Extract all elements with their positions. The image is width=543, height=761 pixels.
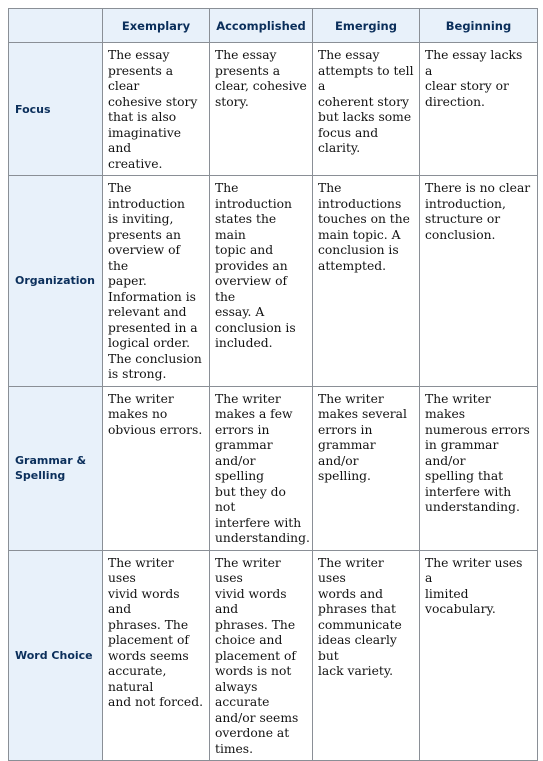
column-header-exemplary: Exemplary [103,9,210,43]
row-focus [9,43,538,176]
cell-focus-accomplished: The essay presents a clear, cohesive story. [210,43,313,176]
cell-grammar-accomplished: The writer makes a few errors in grammar and/or spelling but they do not interfere with understanding. [210,386,313,550]
cell-word-accomplished: The writer uses vivid words and phrases. The choice and placement of words is not always accurate and/or seems overdone at times. [210,550,313,761]
row-organization [9,176,538,387]
column-header-emerging: Emerging [313,9,420,43]
cell-organization-accomplished: The introduction states the main topic and provides an overview of the essay. A conclusion is included. [210,176,313,387]
cell-grammar-beginning: The writer makes numerous errors in grammar and/or spelling that interfere with understanding. [420,386,538,550]
column-header-accomplished: Accomplished [210,9,313,43]
cell-grammar-exemplary: The writer makes no obvious errors. [103,386,210,550]
row-word-choice [9,550,538,761]
cell-organization-beginning: There is no clear introduction, structure or conclusion. [420,176,538,387]
row-label-word-choice: Word Choice [9,550,103,761]
cell-word-emerging: The writer uses words and phrases that communicate ideas clearly but lack variety. [313,550,420,761]
row-label-grammar-spelling: Grammar & Spelling [9,386,103,550]
cell-word-exemplary: The writer uses vivid words and phrases. The placement of words seems accurate, natural and not forced. [103,550,210,761]
cell-focus-emerging: The essay attempts to tell a coherent story but lacks some focus and clarity. [313,43,420,176]
row-grammar-spelling [9,386,538,550]
cell-organization-emerging: The introductions touches on the main topic. A conclusion is attempted. [313,176,420,387]
cell-focus-beginning: The essay lacks a clear story or direction. [420,43,538,176]
cell-grammar-emerging: The writer makes several errors in grammar and/or spelling. [313,386,420,550]
rubric-table [8,8,538,761]
cell-focus-exemplary: The essay presents a clear cohesive story that is also imaginative and creative. [103,43,210,176]
column-header-beginning: Beginning [420,9,538,43]
row-label-organization: Organization [9,176,103,387]
row-label-focus: Focus [9,43,103,176]
cell-organization-exemplary: The introduction is inviting, presents an overview of the paper. Information is relevant and presented in a logical order. The conclusion is strong. [103,176,210,387]
corner-cell [9,9,103,43]
header-row [9,9,538,43]
cell-word-beginning: The writer uses a limited vocabulary. [420,550,538,761]
